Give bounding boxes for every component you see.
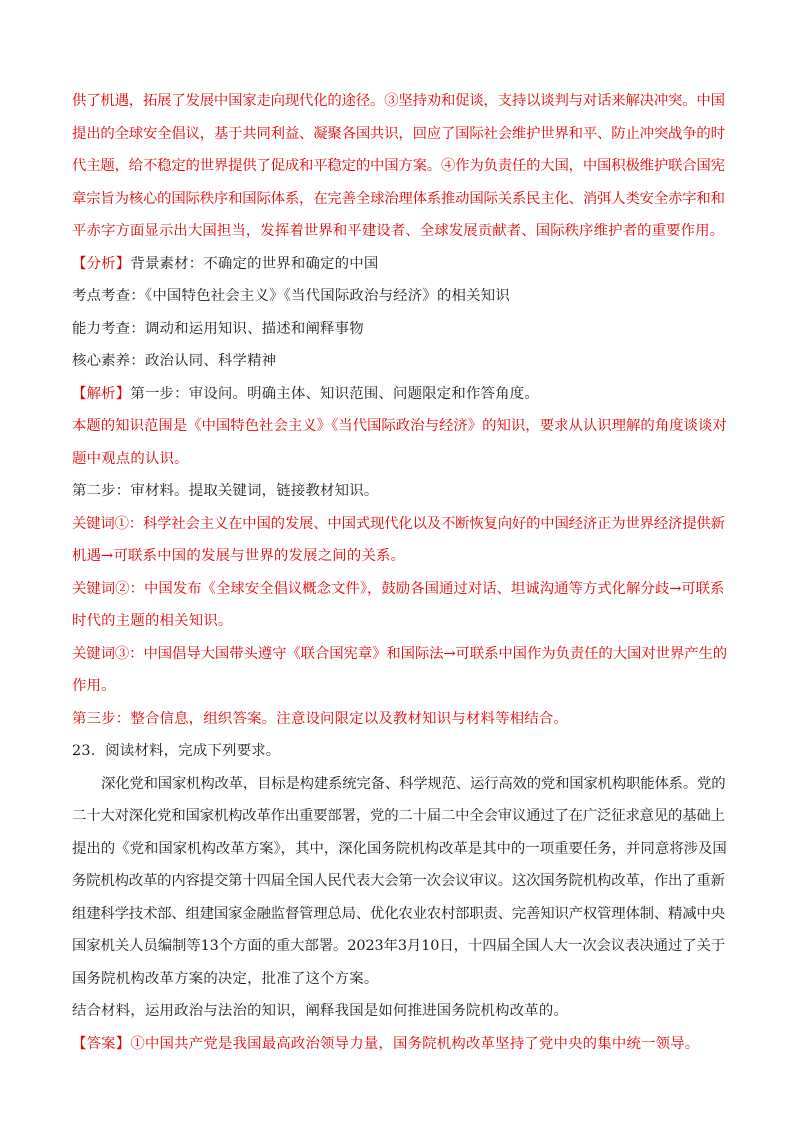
keyword2-line: 时代的主题的相关知识。 — [72, 613, 233, 629]
question-requirement: 结合材料，运用政治与法治的知识，阐释我国是如何推进国务院机构改革的。 — [72, 1003, 569, 1019]
explanation-step3: 第三步：整合信息，组织答案。注意设问限定以及教材知识与材料等相结合。 — [72, 710, 569, 727]
keyword1-line: 关键词①：科学社会主义在中国的发展、中国式现代化以及不断恢复向好的中国经济正为世界经济提供新 — [72, 515, 725, 532]
analysis-points: 考点考查：《中国特色社会主义》《当代国际政治与经济》的相关知识 — [72, 288, 510, 304]
analysis-background — [72, 253, 728, 275]
keyword3-line: 作用。 — [72, 678, 116, 694]
analysis-background-text: 背景素材：不确定的世界和确定的中国 — [130, 255, 379, 272]
explanation-step2: 第二步：审材料。提取关键词，链接教材知识。 — [72, 483, 379, 499]
answer-continuation-line: 供了机遇，拓展了发展中国家走向现代化的途径。③坚持劝和促谈，支持以谈判与对话来解决冲突。中国 — [72, 93, 725, 109]
keyword1-line: 机遇→可联系中国的发展与世界的发展之间的关系。 — [72, 548, 406, 564]
material-line: 提出的《党和国家机构改革方案》，其中，深化国务院机构改革是其中的一项重要任务，并同意将涉及国 — [72, 840, 727, 857]
material-line: 国务院机构改革方案的决定，批准了这个方案。 — [72, 970, 379, 987]
analysis-tag: 【分析】 — [72, 255, 131, 272]
explanation-scope-line: 本题的知识范围是《中国特色社会主义》《当代国际政治与经济》的知识，要求从认识理解的角度谈谈对 — [72, 418, 727, 434]
keyword3-line: 关键词③：中国倡导大国带头遵守《联合国宪章》和国际法→可联系中国作为负责任的大国对世界产生的 — [72, 645, 728, 662]
answer-first-line — [72, 1033, 728, 1055]
answer-tag: 【答案】 — [72, 1035, 131, 1052]
answer-first-text: ①中国共产党是我国最高政治领导力量，国务院机构改革坚持了党中央的集中统一领导。 — [130, 1035, 700, 1052]
keyword2-line: 关键词②：中国发布《全球安全倡议概念文件》，鼓励各国通过对话、坦诚沟通等方式化解分歧→可联系 — [72, 580, 725, 597]
material-line: 组建科学技术部、组建国家金融监督管理总局、优化农业农村部职责、完善知识产权管理体制、精减中央 — [72, 905, 725, 922]
answer-continuation-line: 章宗旨为核心的国际秩序和国际体系，在完善全球治理体系推动国际关系民主化、消弭人类安全赤字和和 — [72, 190, 725, 207]
answer-continuation-line: 提出的全球安全倡议，基于共同利益、凝聚各国共识，回应了国际社会维护世界和平、防止冲突战争的时 — [72, 125, 725, 142]
analysis-ability: 能力考查：调动和运用知识、描述和阐释事物 — [72, 320, 364, 337]
answer-continuation-line: 代主题，给不稳定的世界提供了促成和平稳定的中国方案。④作为负责任的大国，中国积极维护联合国宪 — [72, 158, 725, 174]
material-line: 二十大对深化党和国家机构改革作出重要部署，党的二十届二中全会审议通过了在广泛征求意见的基础上 — [72, 808, 725, 824]
answer-continuation-line: 平赤字方面显示出大国担当，发挥着世界和平建设者、全球发展贡献者、国际秩序维护者的重要作用。 — [72, 223, 725, 239]
explanation-step1-text: 第一步：审设问。明确主体、知识范围、问题限定和作答角度。 — [130, 385, 539, 402]
explanation-scope-line: 题中观点的认识。 — [72, 450, 189, 467]
question-heading: 23．阅读材料，完成下列要求。 — [72, 743, 281, 759]
explanation-step1 — [72, 383, 728, 405]
material-line: 深化党和国家机构改革，目标是构建系统完备、科学规范、运行高效的党和国家机构职能体系。党的 — [101, 775, 726, 792]
analysis-literacy: 核心素养：政治认同、科学精神 — [72, 353, 277, 369]
material-line: 务院机构改革的内容提交第十四届全国人民代表大会第一次会议审议。这次国务院机构改革，作出了重新 — [72, 873, 725, 889]
document-page — [72, 90, 728, 1065]
material-line: 国家机关人员编制等13个方面的重大部署。2023年3月10日，十四届全国人大一次会议表决通过了关于 — [72, 938, 726, 954]
explanation-tag: 【解析】 — [72, 385, 131, 402]
